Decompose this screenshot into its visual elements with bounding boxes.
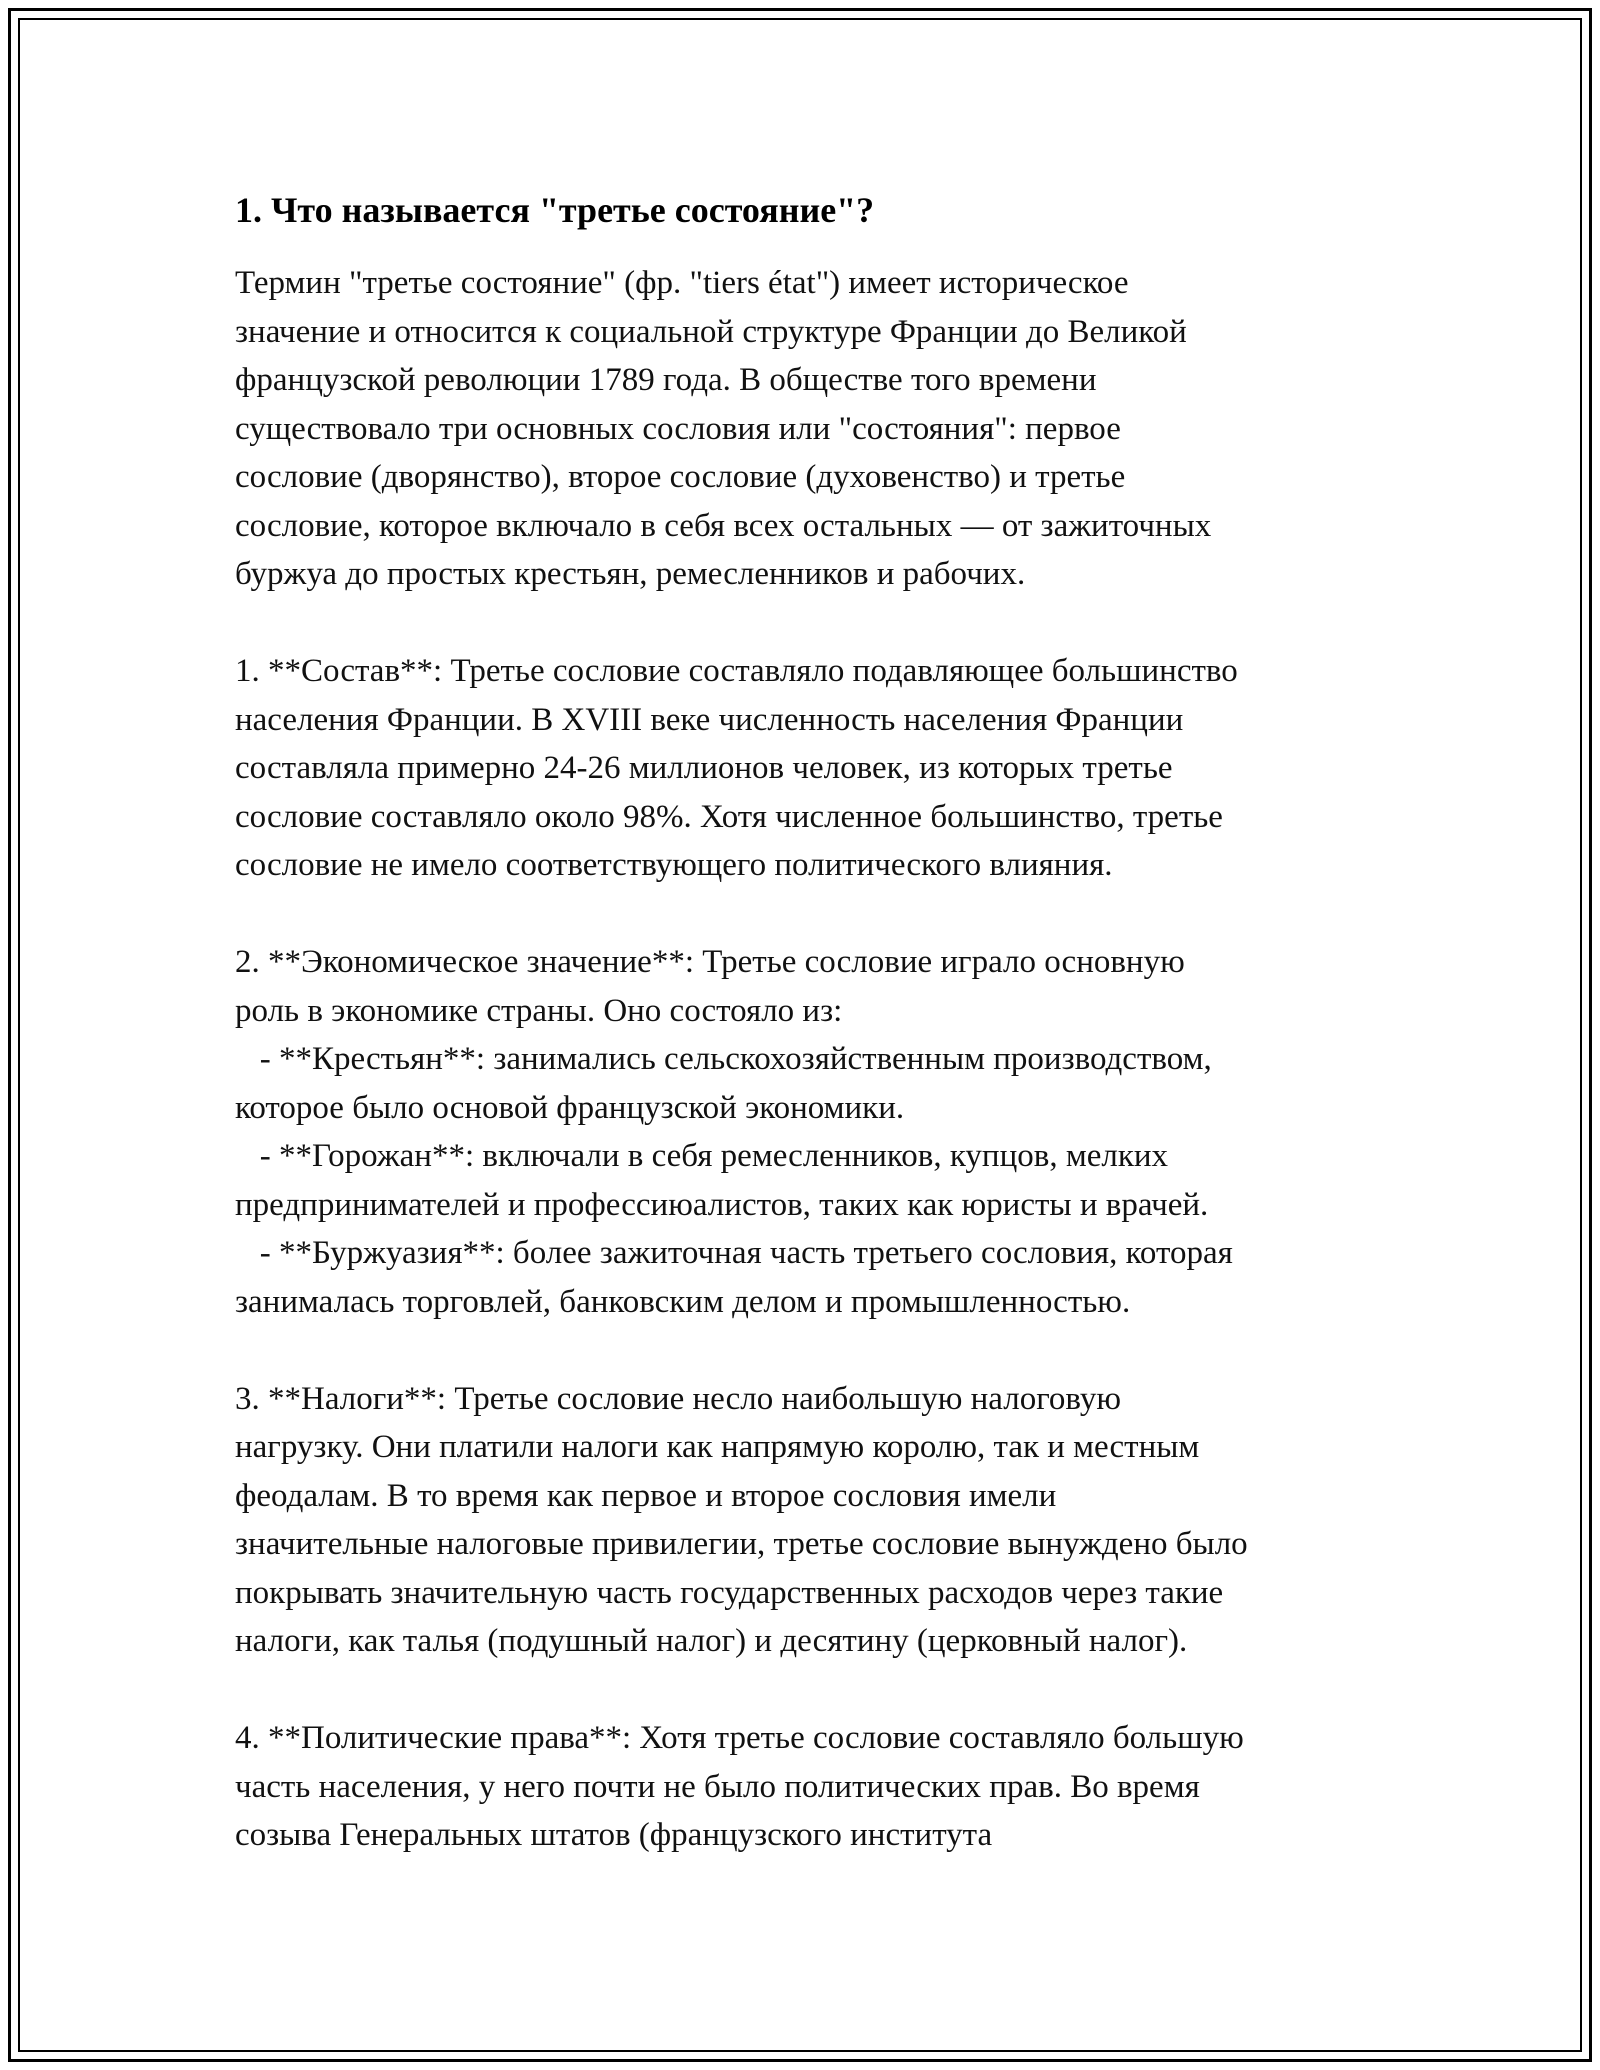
item-political-rights: 4. **Политические права**: Хотя третье сословие составляло большую часть населения, у него почти не было политических прав. Во время созыва Генеральных штатов (французского института [235, 1720, 1244, 1853]
item-economic-significance: 2. **Экономическое значение**: Третье сословие играло основную роль в экономике страны. Оно состояло из: - **Крестьян**: занимались сельскохозяйственным производством, которое было основой французской экономики. - **Горожан**: включали в себя ремесленников, купцов, мелких предпринимателей и профессиюалистов, таких как юристы и врачей. - **Буржуазия**: более зажиточная часть третьего сословия, которая занималась торговлей, банковским делом и промышленностью. [235, 944, 1233, 1320]
intro-paragraph: Термин "третье состояние" (фр. "tiers état") имеет историческое значение и относится к социальной структуре Франции до Великой французской революции 1789 года. В обществе того времени существовало три основных сословия или "состояния": первое сословие (дворянство), второе сословие (духовенство) и третье сословие, которое включало в себя всех остальных — от зажиточных буржуа до простых крестьян, ремесленников и рабочих. [235, 265, 1212, 592]
item-composition: 1. **Состав**: Третье сословие составляло подавляющее большинство населения Франции. В XVIII веке численность населения Франции составляла примерно 24-26 миллионов человек, из которых третье сословие составляло около 98%. Хотя численное большинство, третье сословие не имело соответствующего политического влияния. [235, 653, 1238, 883]
document-body [235, 185, 1405, 1860]
document-title: 1. Что называется "третье состояние"? [235, 190, 875, 230]
item-taxes: 3. **Налоги**: Третье сословие несло наибольшую налоговую нагрузку. Они платили налоги как напрямую королю, так и местным феодалам. В то время как первое и второе сословия имели значительные налоговые привилегии, третье сословие вынуждено было покрывать значительную часть государственных расходов через такие налоги, как талья (подушный налог) и десятину (церковный налог). [235, 1380, 1248, 1659]
